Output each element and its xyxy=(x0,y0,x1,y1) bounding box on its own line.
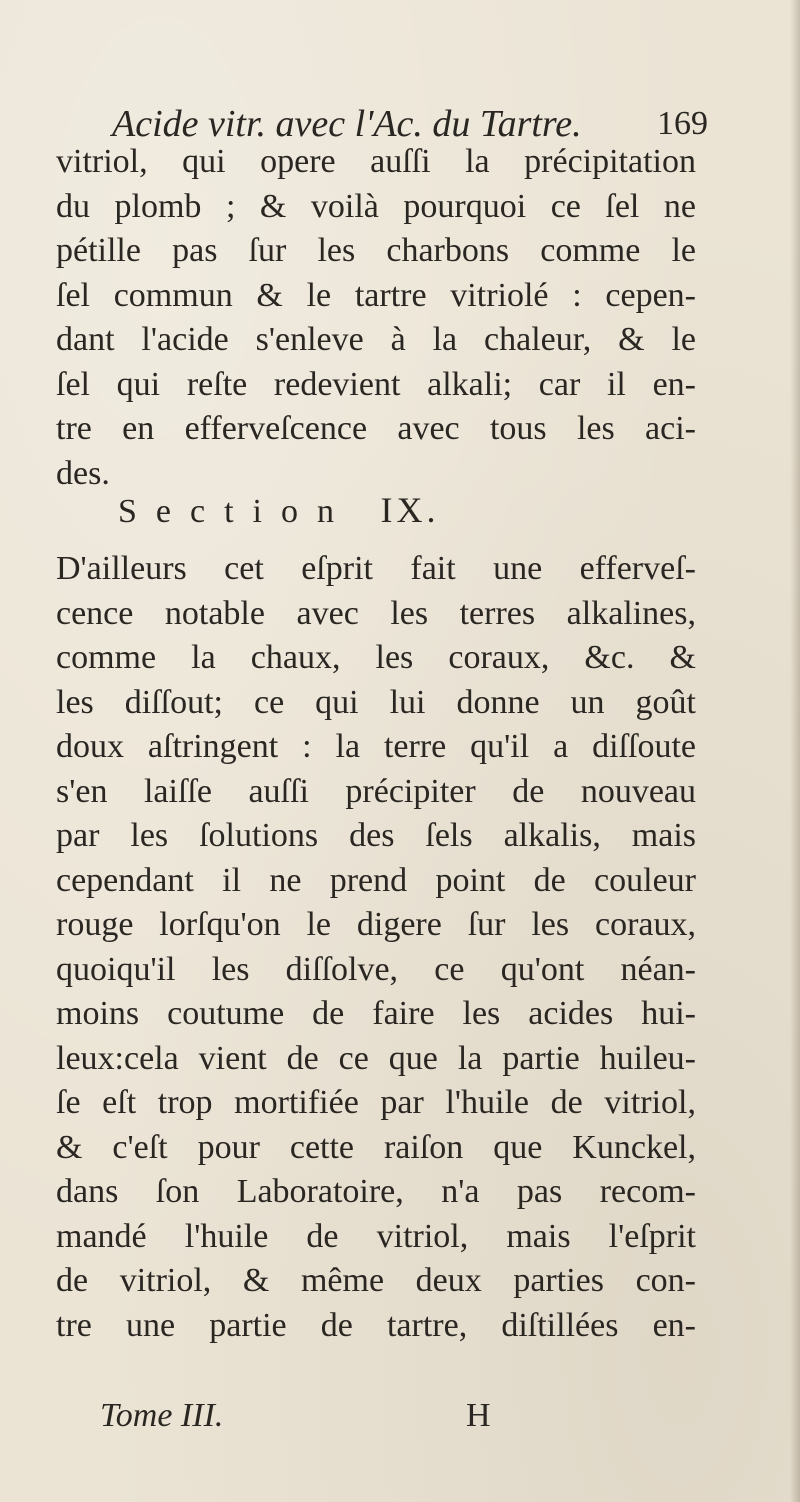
text-line: comme la chaux, les coraux, &c. & xyxy=(56,639,696,676)
text-line: cependant il ne prend point de couleur xyxy=(56,861,696,899)
text-line: ſel commun & le tartre vitriolé : cepen- xyxy=(56,276,696,314)
section-heading xyxy=(118,487,678,533)
text-line: dant l'acide s'enleve à la chaleur, & le xyxy=(56,321,696,358)
signature-mark: H xyxy=(466,1397,491,1434)
text-line: rouge lorſqu'on le digere ſur les coraux, xyxy=(56,906,696,943)
text-line: cence notable avec les terres alkalines, xyxy=(56,594,696,632)
text-line: & c'eſt pour cette raiſon que Kunckel, xyxy=(56,1128,696,1166)
text-line: ſel qui reſte redevient alkali; car il en- xyxy=(56,365,696,403)
text-line: doux aſtringent : la terre qu'il a diſſoute xyxy=(56,728,696,765)
page-number: 169 xyxy=(657,105,708,142)
page-footer xyxy=(100,1394,600,1438)
text-line: de vitriol, & même deux parties con- xyxy=(56,1262,696,1299)
text-line: dans ſon Laboratoire, n'a pas recom- xyxy=(56,1173,696,1210)
text-line: mandé l'huile de vitriol, mais l'eſprit xyxy=(56,1217,696,1255)
text-line: s'en laiſſe auſſi précipiter de nouveau xyxy=(56,772,696,810)
paragraph-2 xyxy=(56,547,696,1348)
text-line: D'ailleurs cet eſprit fait une efferveſ- xyxy=(56,550,696,587)
page-edge-shadow xyxy=(790,0,800,1502)
text-line: quoiqu'il les diſſolve, ce qu'ont néan- xyxy=(56,950,696,988)
text-line: du plomb ; & voilà pourquoi ce ſel ne xyxy=(56,187,696,225)
text-line: vitriol, qui opere auſſi la précipitation xyxy=(56,143,696,180)
running-title: Acide vitr. avec l'Ac. du Tartre. xyxy=(112,103,582,145)
text-line: des. xyxy=(56,454,110,492)
section-number: IX. xyxy=(380,490,440,530)
text-line: ſe eſt trop mortifiée par l'huile de vitriol, xyxy=(56,1084,696,1121)
paragraph-1 xyxy=(56,140,696,496)
text-line: les diſſout; ce qui lui donne un goût xyxy=(56,683,696,721)
section-word: Section xyxy=(118,493,353,530)
volume-label: Tome III. xyxy=(100,1397,224,1434)
text-line: tre une partie de tartre, diſtillées en- xyxy=(56,1306,696,1344)
text-line: pétille pas ſur les charbons comme le xyxy=(56,232,696,269)
text-line: tre en efferveſcence avec tous les aci- xyxy=(56,410,696,447)
text-line: moins coutume de faire les acides hui- xyxy=(56,995,696,1032)
text-line: par les ſolutions des ſels alkalis, mais xyxy=(56,817,696,854)
text-line: leux:cela vient de ce que la partie huileu- xyxy=(56,1039,696,1077)
